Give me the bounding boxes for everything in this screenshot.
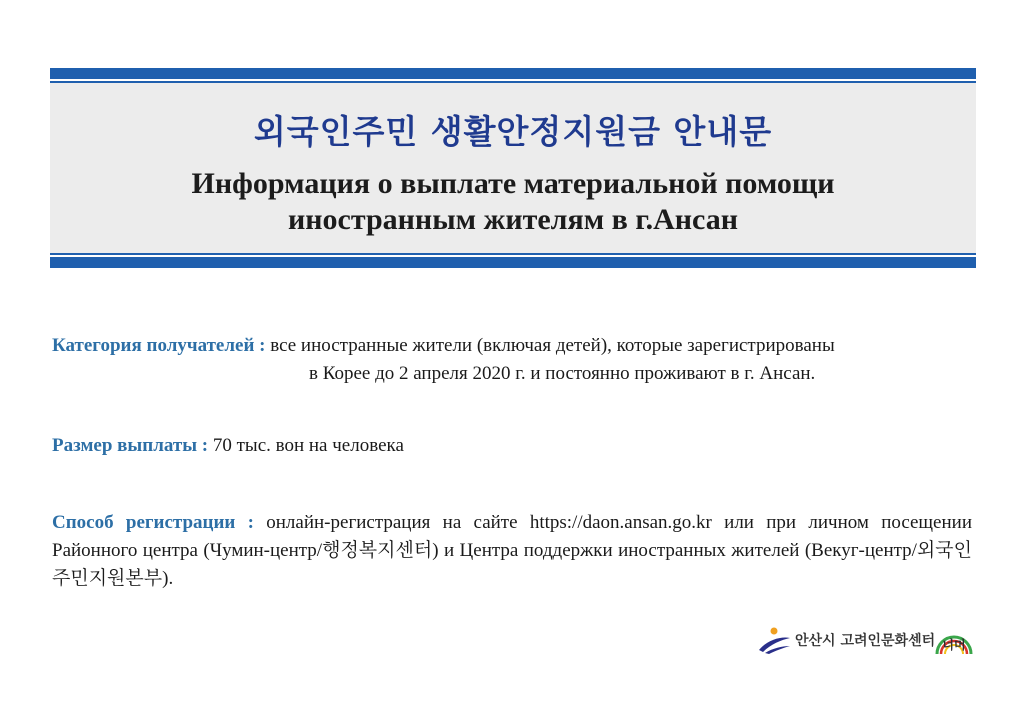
organization-name: 안산시 고려인문화센터 [795, 633, 936, 649]
title-korean: 외국인주민 생활안정지원금 안내문 [253, 112, 773, 151]
recipients-label: Категория получателей : [52, 335, 266, 356]
badge-text: 너머 [942, 638, 966, 652]
recipients-text-line2: в Корее до 2 апреля 2020 г. и постоянно проживают в г. Ансан. [309, 363, 816, 384]
registration-text: онлайн-регистрация на сайте https://daon.ansan.go.kr или при личном посещении Районного центра (Чумин-центр/행정복지센터) и Центра поддержки иностранных жителей (Векуг-центр/외국인주민지원본부). [52, 512, 972, 589]
header-banner [50, 68, 976, 270]
top-blue-bar [50, 68, 976, 79]
amount-label: Размер выплаты : [52, 435, 209, 456]
bottom-thin-line [50, 253, 976, 255]
recipients-section [52, 332, 982, 388]
recipients-text-line1: все иностранные жители (включая детей), которые зарегистрированы [265, 335, 835, 356]
title-russian-line1: Информация о выплате материальной помощи [191, 167, 835, 200]
title-russian [50, 166, 976, 238]
title-russian-line2: иностранным жителям в г.Ансан [287, 203, 739, 236]
organization-logo [757, 624, 977, 656]
registration-label: Способ регистрации : [52, 512, 254, 533]
amount-text: 70 тыс. вон на человека [208, 435, 404, 456]
person-swoosh-logo-icon [757, 626, 791, 654]
amount-section [52, 432, 952, 460]
registration-section [52, 509, 972, 593]
bottom-blue-bar [50, 257, 976, 268]
